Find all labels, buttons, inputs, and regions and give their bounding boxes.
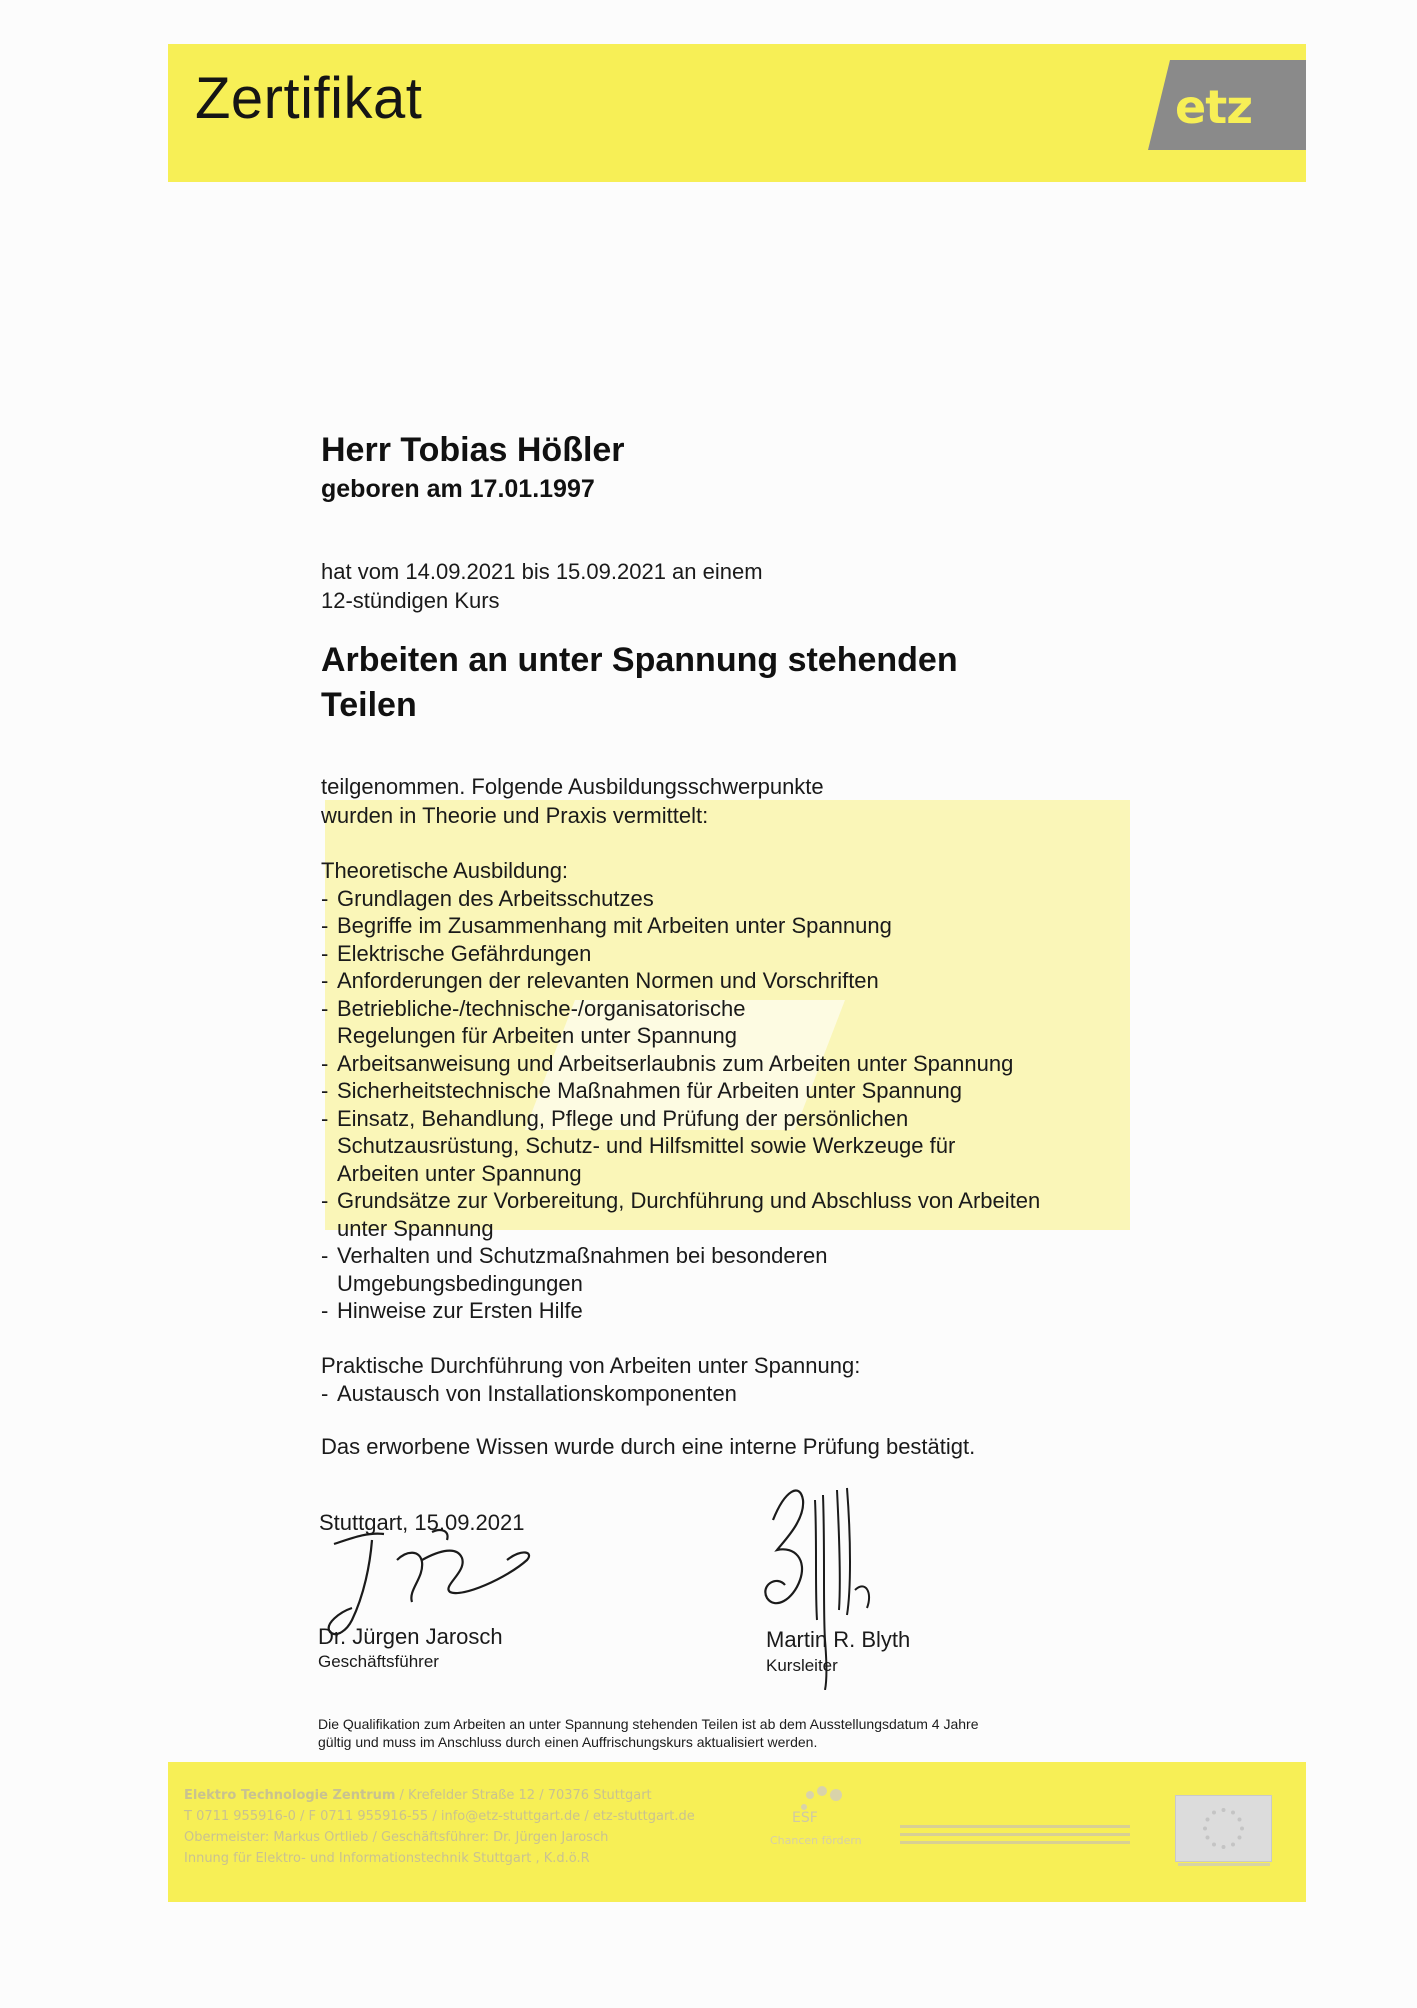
esf-slogan: Chancen fördern	[770, 1834, 862, 1847]
practice-list	[321, 1380, 1221, 1408]
course-intro-line: hat vom 14.09.2021 bis 15.09.2021 an einem	[321, 559, 763, 584]
recipient-birth-date: geboren am 17.01.1997	[321, 475, 595, 503]
participation-text	[321, 772, 1221, 830]
place-date: Stuttgart, 15.09.2021	[319, 1510, 525, 1535]
esf-icon	[760, 1785, 880, 1865]
footer-org-name: Elektro Technologie Zentrum	[184, 1788, 396, 1803]
eu-label	[1178, 1863, 1270, 1866]
esf-label: ESF	[792, 1810, 818, 1826]
list-item: - Hinweise zur Ersten Hilfe	[321, 1298, 583, 1323]
participation-line: wurden in Theorie und Praxis vermittelt:	[321, 803, 709, 828]
ministry-funding-note	[900, 1820, 1130, 1856]
practice-heading: Praktische Durchführung von Arbeiten unter Spannung:	[321, 1352, 861, 1378]
recipient-name: Herr Tobias Hößler	[321, 431, 625, 469]
list-item: - Austausch von Installationskomponenten	[321, 1380, 737, 1406]
list-item: - Sicherheitstechnische Maßnahmen für Arbeiten unter Spannung	[321, 1078, 962, 1103]
validity-note-line: Die Qualifikation zum Arbeiten an unter Spannung stehenden Teilen ist ab dem Ausstellungsdatum 4 Jahre	[318, 1716, 979, 1732]
footer-contact	[184, 1785, 695, 1869]
list-item: - Einsatz, Behandlung, Pflege und Prüfung der persönlichen Schutzausrüstung, Schutz- und Hilfsmittel sowie Werkzeuge für Arbeiten unter Spannung	[321, 1105, 956, 1186]
participation-line: teilgenommen. Folgende Ausbildungsschwerpunkte	[321, 774, 824, 799]
validity-note	[318, 1715, 1148, 1751]
course-title	[321, 638, 1081, 728]
etz-logo-text: etz	[1175, 80, 1252, 134]
footer-address: / Krefelder Straße 12 / 70376 Stuttgart	[395, 1788, 652, 1803]
course-title-line: Arbeiten an unter Spannung stehenden	[321, 641, 958, 679]
signer-left-role: Geschäftsführer	[318, 1652, 439, 1671]
eu-flag-icon	[1175, 1795, 1272, 1862]
validity-note-line: gültig und muss im Anschluss durch einen Auffrischungskurs aktualisiert werden.	[318, 1734, 818, 1750]
footer-management: Obermeister: Markus Ortlieb / Geschäftsführer: Dr. Jürgen Jarosch	[184, 1830, 609, 1845]
list-item: - Arbeitsanweisung und Arbeitserlaubnis zum Arbeiten unter Spannung	[321, 1050, 1014, 1076]
list-item: - Betriebliche-/technische-/organisatorische Regelungen für Arbeiten unter Spannung	[321, 995, 746, 1048]
course-intro-line: 12-stündigen Kurs	[321, 588, 500, 613]
theory-list	[321, 885, 1221, 1325]
course-intro	[321, 557, 1221, 615]
signer-left-name: Dr. Jürgen Jarosch	[318, 1624, 503, 1649]
list-item: - Elektrische Gefährdungen	[321, 940, 592, 966]
exam-confirmation: Das erworbene Wissen wurde durch eine interne Prüfung bestätigt.	[321, 1434, 976, 1459]
theory-heading: Theoretische Ausbildung:	[321, 858, 569, 883]
list-item: - Verhalten und Schutzmaßnahmen bei besonderen Umgebungsbedingungen	[321, 1243, 828, 1296]
certificate-body	[321, 428, 1221, 1461]
list-item: - Anforderungen der relevanten Normen und Vorschriften	[321, 968, 879, 993]
footer-contact-line: T 0711 955916-0 / F 0711 955916-55 / info@etz-stuttgart.de / etz-stuttgart.de	[184, 1809, 695, 1824]
list-item: - Grundsätze zur Vorbereitung, Durchführung und Abschluss von Arbeiten unter Spannung	[321, 1188, 1041, 1241]
list-item: - Grundlagen des Arbeitsschutzes	[321, 885, 654, 911]
course-title-line: Teilen	[321, 686, 417, 724]
page-title: Zertifikat	[195, 66, 423, 131]
signer-right-role: Kursleiter	[766, 1656, 838, 1675]
list-item: - Begriffe im Zusammenhang mit Arbeiten unter Spannung	[321, 913, 892, 938]
footer-guild: Innung für Elektro- und Informationstechnik Stuttgart , K.d.ö.R	[184, 1851, 590, 1866]
signer-right-name: Martin R. Blyth	[766, 1627, 911, 1652]
